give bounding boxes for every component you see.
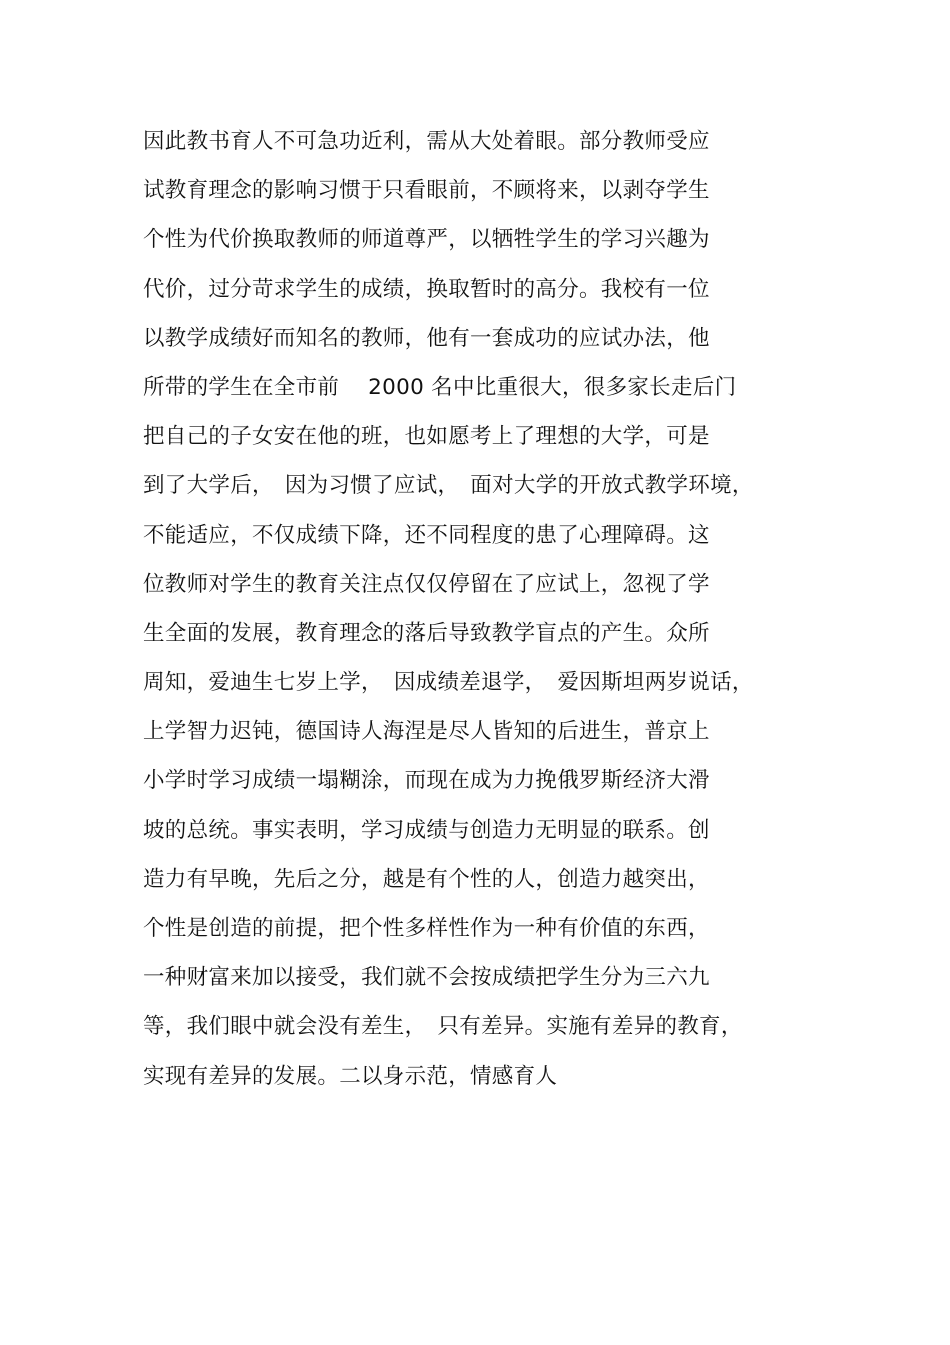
text-line-10: 位教师对学生的教育关注点仅仅停留在了应试上，忽视了学 (143, 571, 710, 597)
text-line-4: 代价，过分苛求学生的成绩，换取暂时的高分。我校有一位 (143, 276, 710, 302)
text-line-12: 周知，爱迪生七岁上学， 因成绩差退学， 爱因斯坦两岁说话， (143, 670, 754, 696)
text-line-16: 造力有早晚，先后之分，越是有个性的人，创造力越突出， (143, 866, 710, 892)
text-line-8: 到了大学后， 因为习惯了应试， 面对大学的开放式教学环境， (143, 473, 754, 499)
text-line-20: 实现有差异的发展。二以身示范，情感育人 (143, 1063, 558, 1089)
text-line-2: 试教育理念的影响习惯于只看眼前，不顾将来，以剥夺学生 (143, 178, 710, 204)
text-line-18: 一种财富来加以接受，我们就不会按成绩把学生分为三六九 (143, 965, 710, 991)
text-line-19: 等，我们眼中就会没有差生， 只有差异。实施有差异的教育， (143, 1014, 743, 1040)
text-line-15: 坡的总统。事实表明，学习成绩与创造力无明显的联系。创 (143, 817, 710, 843)
text-line-5: 以教学成绩好而知名的教师，他有一套成功的应试办法，他 (143, 325, 710, 351)
text-line-3: 个性为代价换取教师的师道尊严，以牺牲学生的学习兴趣为 (143, 227, 710, 253)
text-line-11: 生全面的发展，教育理念的落后导致教学盲点的产生。众所 (143, 620, 710, 646)
text-line-14: 小学时学习成绩一塌糊涂，而现在成为力挽俄罗斯经济大滑 (143, 768, 710, 794)
body-text (143, 122, 843, 1106)
text-line-1: 因此教书育人不可急功近利，需从大处着眼。部分教师受应 (143, 129, 710, 154)
text-line-7: 把自己的子女安在他的班，也如愿考上了理想的大学，可是 (143, 424, 710, 450)
text-line-9: 不能适应，不仅成绩下降，还不同程度的患了心理障碍。这 (143, 522, 710, 548)
text-line-13: 上学智力迟钝，德国诗人海涅是尽人皆知的后进生，普京上 (143, 719, 710, 745)
text-line-6: 所带的学生在全市前 2000 名中比重很大，很多家长走后门 (143, 374, 737, 400)
text-line-17: 个性是创造的前提，把个性多样性作为一种有价值的东西， (143, 916, 710, 941)
